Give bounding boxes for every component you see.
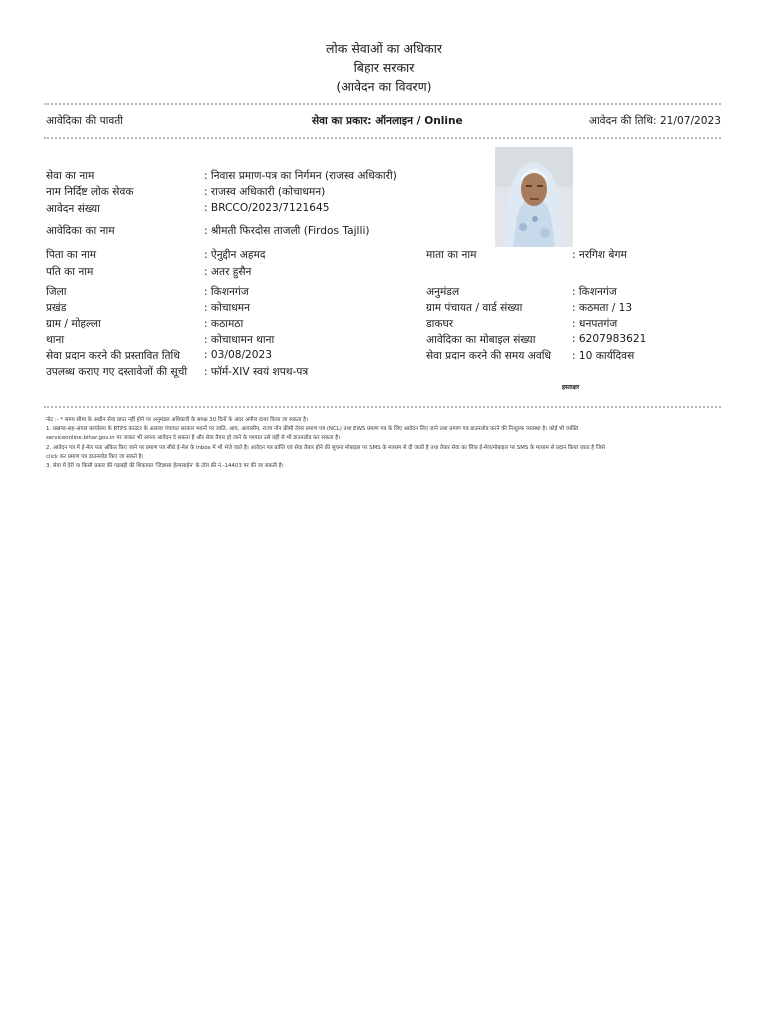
post-office-label: डाकघर: [426, 318, 454, 330]
village-label: ग्राम / मोहल्ला: [46, 318, 101, 330]
block-value: : कोचाधमन: [204, 302, 251, 314]
document-title: (आवेदन का विवरण): [336, 79, 432, 94]
note-line: 3. सेवा में देरी या किसी प्रकार की गड़बड़ी की शिकायत 'जिज्ञासा हेल्पलाईन' के टॉल फ्री नं.-14403 पर की जा सकती है।: [46, 463, 284, 470]
note-line: 2. आवेदन पत्र में ई-मेल पता अंकित किए जाने पर प्रमाण पत्र सीधे ई-मेल के Inbox में भी भेजे जाते है। आवेदन पत्र प्राप्ति एवं सेवा तैयार होने की सूचना मोबाइल पर SMS के माध्यम से दी जाती है तथा तैयार सेवा का लिंक ई-मेल/मोबाइल पर SMS के माध्यम से प्रदान किया जाता है जिसे: [46, 444, 605, 451]
mobile-number-value: : 6207983621: [572, 333, 647, 345]
application-date-value: 21/07/2023: [659, 115, 721, 127]
subdivision-value: : किशनगंज: [572, 286, 617, 298]
time-limit-value: : 10 कार्यदिवस: [572, 350, 635, 362]
block-label: प्रखंड: [46, 302, 67, 314]
district-value: : किशनगंज: [204, 286, 249, 298]
mother-name-value: : नरगिश बेगम: [572, 249, 627, 261]
father-name-value: : ऐनुद्दीन अहमद: [204, 249, 266, 261]
time-limit-label: सेवा प्रदान करने की समय अवधि: [426, 350, 552, 362]
note-line: नोट :- * समय सीमा के अधीन सेवा प्राप्त नहीं होने पर अनुमंडल अधिकारी के समक्ष 30 दिनों के अंदर अपील दायर किया जा सकता है।: [46, 417, 308, 423]
bar-divider: [44, 137, 721, 139]
applicant-photo: [495, 147, 573, 247]
mobile-number-label: आवेदिका का मोबाइल संख्या: [426, 334, 536, 346]
proposed-date-label: सेवा प्रदान करने की प्रस्तावित तिथि: [46, 350, 181, 362]
village-value: : कठामठा: [204, 318, 244, 330]
post-office-value: : धनपतगंज: [572, 318, 618, 330]
husband-name-label: पति का नाम: [46, 266, 94, 278]
application-date: [589, 114, 721, 128]
service-type: [312, 114, 463, 128]
applicant-name-label: आवेदिका का नाम: [46, 225, 115, 237]
subdivision-label: अनुमंडल: [426, 286, 460, 298]
police-station-label: थाना: [46, 334, 65, 346]
panchayat-ward-label: ग्राम पंचायत / वार्ड संख्या: [426, 302, 523, 314]
service-type-label: सेवा का प्रकार:: [312, 115, 372, 127]
designated-servant-label: नाम निर्दिष्ट लोक सेवक: [46, 186, 134, 198]
documents-list-value: : फॉर्म-XIV स्वयं शपथ-पत्र: [204, 366, 309, 378]
note-line: serviceonline.bihar.gov.in पर जाकर भी अपना आवेदन दे सकता है और सेवा तैयार हो जाने के पश्चात उसे वहीं से भी डाउनलोड कर सकता है।: [46, 435, 341, 442]
notes-divider: [44, 406, 721, 408]
father-name-label: पिता का नाम: [46, 249, 97, 261]
service-type-value: ऑनलाइन / Online: [375, 115, 463, 127]
application-number-label: आवेदन संख्या: [46, 203, 100, 215]
applicant-name-value: : श्रीमती फिरदोस ताजली (Firdos Tajlli): [204, 225, 370, 237]
documents-list-label: उपलब्ध कराए गए दस्तावेजों की सूची: [46, 366, 188, 378]
page-title: लोक सेवाओं का अधिकार: [326, 41, 442, 56]
husband-name-value: : अतर हुसैन: [204, 266, 252, 278]
service-name-label: सेवा का नाम: [46, 170, 95, 182]
designated-servant-value: : राजस्व अधिकारी (कोचाधमन): [204, 186, 326, 198]
top-divider: [44, 103, 721, 105]
proposed-date-value: : 03/08/2023: [204, 349, 272, 361]
receipt-label: आवेदिका की पावती: [46, 115, 124, 127]
application-date-label: आवेदन की तिथि:: [588, 115, 657, 127]
note-line: click कर प्रमाण पत्र डाउनलोड किए जा सकते है।: [46, 453, 144, 460]
government-name: बिहार सरकार: [353, 60, 415, 75]
applicant-portrait-image: [495, 147, 573, 247]
mother-name-label: माता का नाम: [426, 249, 477, 261]
application-number-value: : BRCCO/2023/7121645: [204, 202, 330, 214]
note-line: 1. प्रखण्ड-सह-अंचल कार्यालय के RTPS काउंटर के अलावा पंचायत सरकार भवनों पर जाति, आय, आवासीय, राज्य नॉन क्रीमी लेयर प्रमाण पत्र (NCL) तथा EWS प्रमाण पत्र के लिए आवेदन लिए जाने तथा प्रमाण पत्र डाउनलोड करने की निःशुल्क व्यवस्था है। कोई भी व्यक्ति: [46, 426, 579, 433]
district-label: जिला: [46, 286, 67, 298]
service-name-value: : निवास प्रमाण-पत्र का निर्गमन (राजस्व अधिकारी): [204, 170, 397, 182]
panchayat-ward-value: : कठमता / 13: [572, 302, 633, 314]
police-station-value: : कोचाधामन थाना: [204, 334, 275, 346]
notes-section: [46, 416, 721, 471]
signature-label: हस्ताक्षर: [562, 384, 580, 391]
